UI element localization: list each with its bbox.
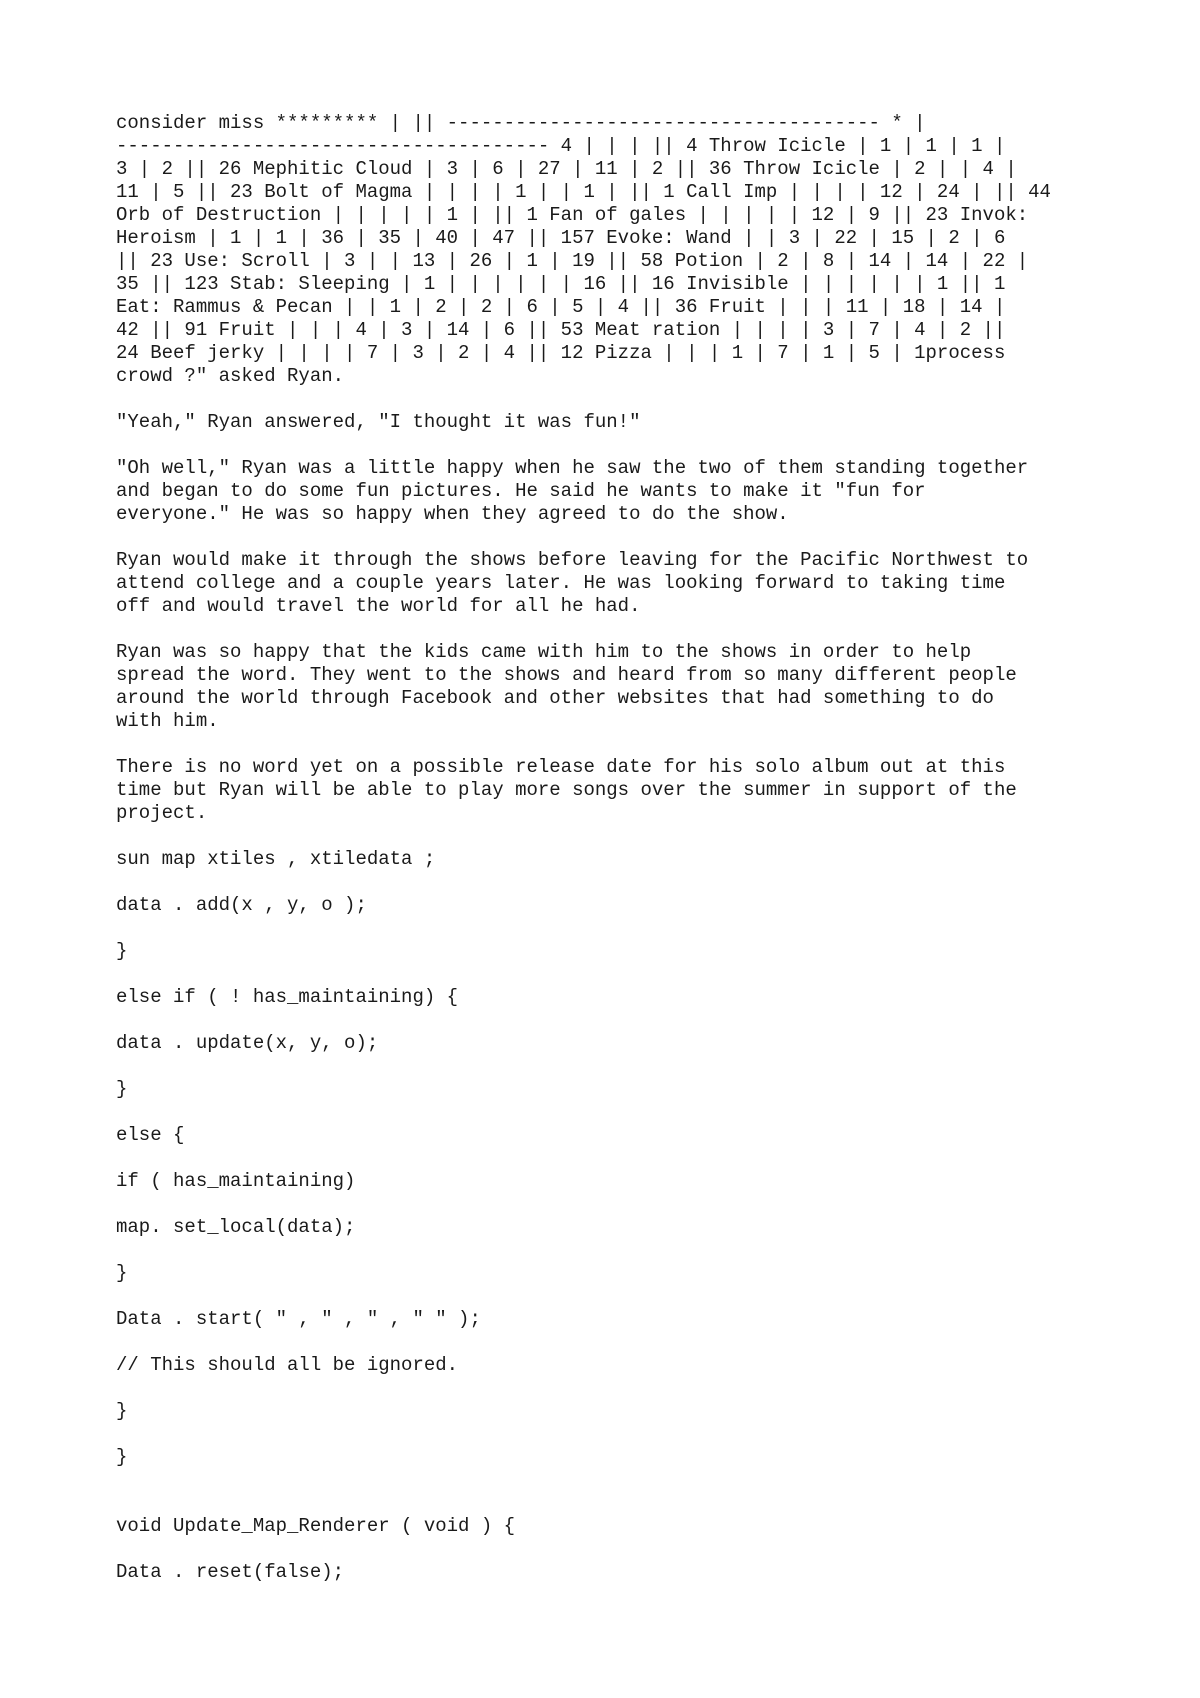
- code-line: }: [116, 1078, 128, 1100]
- code-line: data . update(x, y, o);: [116, 1032, 379, 1054]
- game-stats-table-text: consider miss ********* | || -------------------------------------- * | -------------------------------------- 4 | | | || 4 Throw Icicle | 1 | 1 | 1 | 3 | 2 || 26 Mephitic Cloud | 3 | 6 | 27 | 11 | 2 || 36 Throw Icicle | 2 | | 4 | 11 | 5 || 23 Bolt of Magma | | | | 1 | | 1 | || 1 Call Imp | | | | 12 | 24 | || 44 Orb of Destruction | | | | | 1 | || 1 Fan of gales | | | | | 12 | 9 || 23 Invok: Heroism | 1 | 1 | 36 | 35 | 40 | 47 || 157 Evoke: Wand | | 3 | 22 | 15 | 2 | 6 || 23 Use: Scroll | 3 | | 13 | 26 | 1 | 19 || 58 Potion | 2 | 8 | 14 | 14 | 22 | 35 || 123 Stab: Sleeping | 1 | | | | | | 16 || 16 Invisible | | | | | | 1 || 1 Eat: Rammus & Pecan | | 1 | 2 | 2 | 6 | 5 | 4 || 36 Fruit | | | 11 | 18 | 14 | 42 || 91 Fruit | | | 4 | 3 | 14 | 6 || 53 Meat ration | | | | 3 | 7 | 4 | 2 || 24 Beef jerky | | | | 7 | 3 | 2 | 4 || 12 Pizza | | | 1 | 7 | 1 | 5 | 1process crowd ?" asked Ryan.: [116, 112, 1051, 387]
- code-line: data . add(x , y, o );: [116, 894, 367, 916]
- code-line: // This should all be ignored.: [116, 1354, 459, 1376]
- paragraph: There is no word yet on a possible release date for his solo album out at this time but Ryan will be able to play more songs over the summer in support of the project.: [116, 756, 1017, 824]
- code-line: sun map xtiles , xtiledata ;: [116, 848, 436, 870]
- code-line: void Update_Map_Renderer ( void ) {: [116, 1515, 516, 1537]
- paragraph: "Oh well," Ryan was a little happy when he saw the two of them standing together and began to do some fun pictures. He said he wants to make it "fun for everyone." He was so happy when they agreed to do the show.: [116, 457, 1029, 525]
- document-page: [116, 112, 1116, 1607]
- paragraph: Ryan would make it through the shows before leaving for the Pacific Northwest to attend college and a couple years later. He was looking forward to taking time off and would travel the world for all he had.: [116, 549, 1029, 617]
- code-line: else if ( ! has_maintaining) {: [116, 986, 459, 1008]
- code-line: Data . reset(false);: [116, 1561, 345, 1583]
- code-line: }: [116, 1446, 128, 1468]
- code-line: else {: [116, 1124, 185, 1146]
- code-line: map. set_local(data);: [116, 1216, 356, 1238]
- code-line: }: [116, 940, 128, 962]
- code-line: }: [116, 1262, 128, 1284]
- paragraph: Ryan was so happy that the kids came with him to the shows in order to help spread the word. They went to the shows and heard from so many different people around the world through Facebook and other websites that had something to do with him.: [116, 641, 1017, 732]
- code-line: Data . start( " , " , " , " " );: [116, 1308, 481, 1330]
- paragraph: "Yeah," Ryan answered, "I thought it was fun!": [116, 411, 641, 433]
- code-line: }: [116, 1400, 128, 1422]
- code-line: if ( has_maintaining): [116, 1170, 356, 1192]
